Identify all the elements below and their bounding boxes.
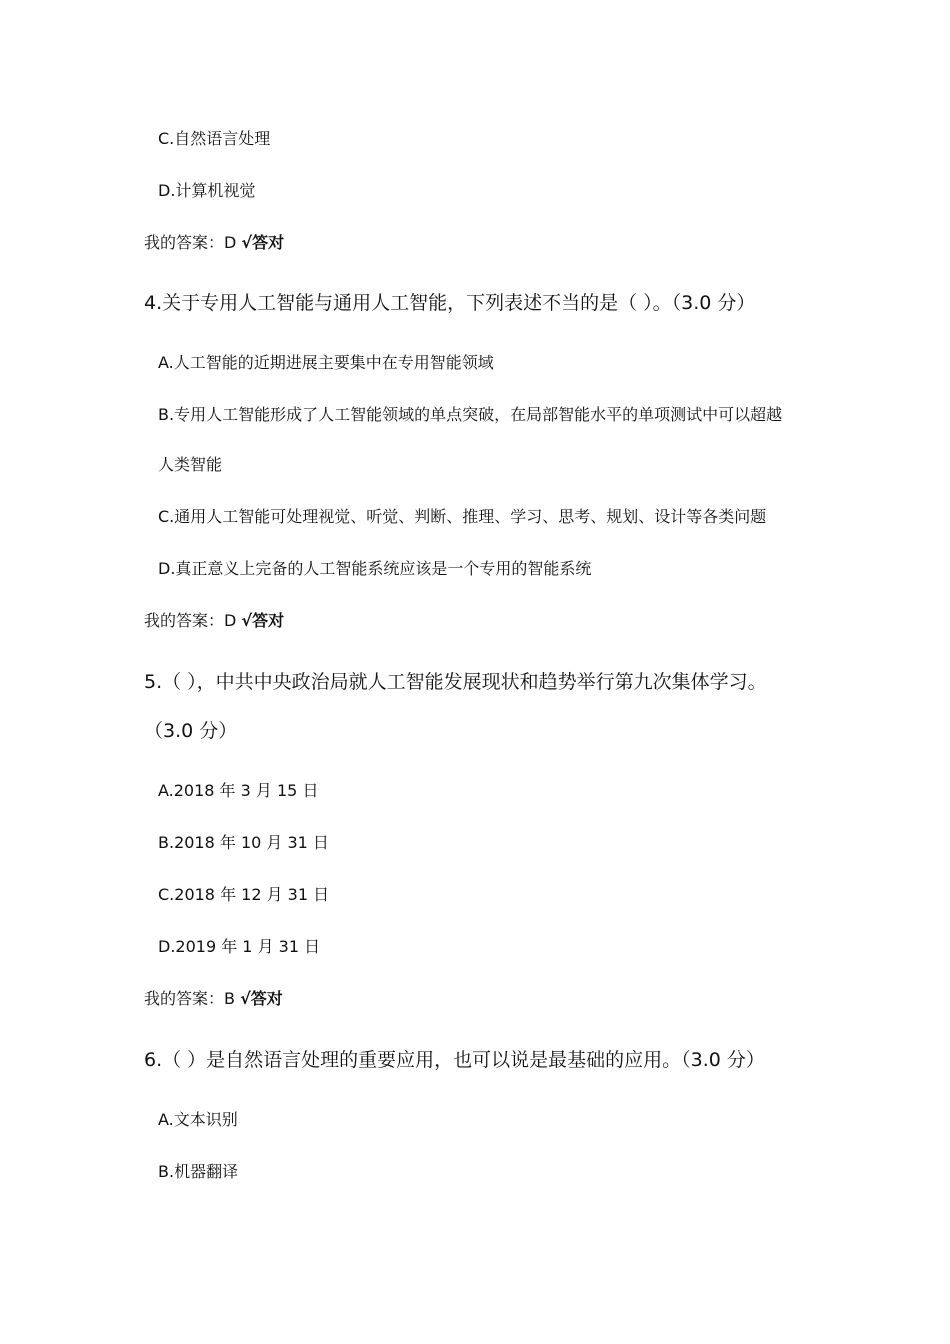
answer-label: 我的答案：B <box>144 989 241 1008</box>
q3-option-d[interactable]: D.计算机视觉 <box>158 181 256 200</box>
q5-my-answer <box>144 989 283 1009</box>
q4-my-answer <box>144 611 284 631</box>
q4-question: 4.关于专用人工智能与通用人工智能，下列表述不当的是（ ）。（3.0 分） <box>144 292 756 314</box>
q5-option-d[interactable]: D.2019 年 1 月 31 日 <box>158 937 321 956</box>
correct-mark: √答对 <box>241 233 285 252</box>
q5-option-b[interactable]: B.2018 年 10 月 31 日 <box>158 833 329 852</box>
q5-option-a[interactable]: A.2018 年 3 月 15 日 <box>158 781 319 800</box>
answer-label: 我的答案：D <box>144 233 242 252</box>
correct-mark: √答对 <box>241 611 285 630</box>
q4-option-b-continued[interactable]: 人类智能 <box>158 455 223 474</box>
q6-option-a[interactable]: A.文本识别 <box>158 1110 238 1129</box>
q3-my-answer <box>144 233 284 253</box>
q4-option-d[interactable]: D.真正意义上完备的人工智能系统应该是一个专用的智能系统 <box>158 559 592 578</box>
q3-option-c[interactable]: C.自然语言处理 <box>158 129 271 148</box>
q6-question: 6.（ ）是自然语言处理的重要应用，也可以说是最基础的应用。（3.0 分） <box>144 1049 765 1071</box>
q4-option-b[interactable]: B.专用人工智能形成了人工智能领域的单点突破，在局部智能水平的单项测试中可以超越 <box>158 405 783 424</box>
q4-option-c[interactable]: C.通用人工智能可处理视觉、听觉、判断、推理、学习、思考、规划、设计等各类问题 <box>158 507 767 526</box>
q6-option-b[interactable]: B.机器翻译 <box>158 1162 239 1181</box>
q5-score: （3.0 分） <box>144 720 238 742</box>
correct-mark: √答对 <box>240 989 283 1008</box>
q5-option-c[interactable]: C.2018 年 12 月 31 日 <box>158 885 330 904</box>
q5-question: 5.（ ），中共中央政治局就人工智能发展现状和趋势举行第九次集体学习。 <box>144 671 767 693</box>
answer-label: 我的答案：D <box>144 611 242 630</box>
q4-option-a[interactable]: A.人工智能的近期进展主要集中在专用智能领域 <box>158 353 494 372</box>
